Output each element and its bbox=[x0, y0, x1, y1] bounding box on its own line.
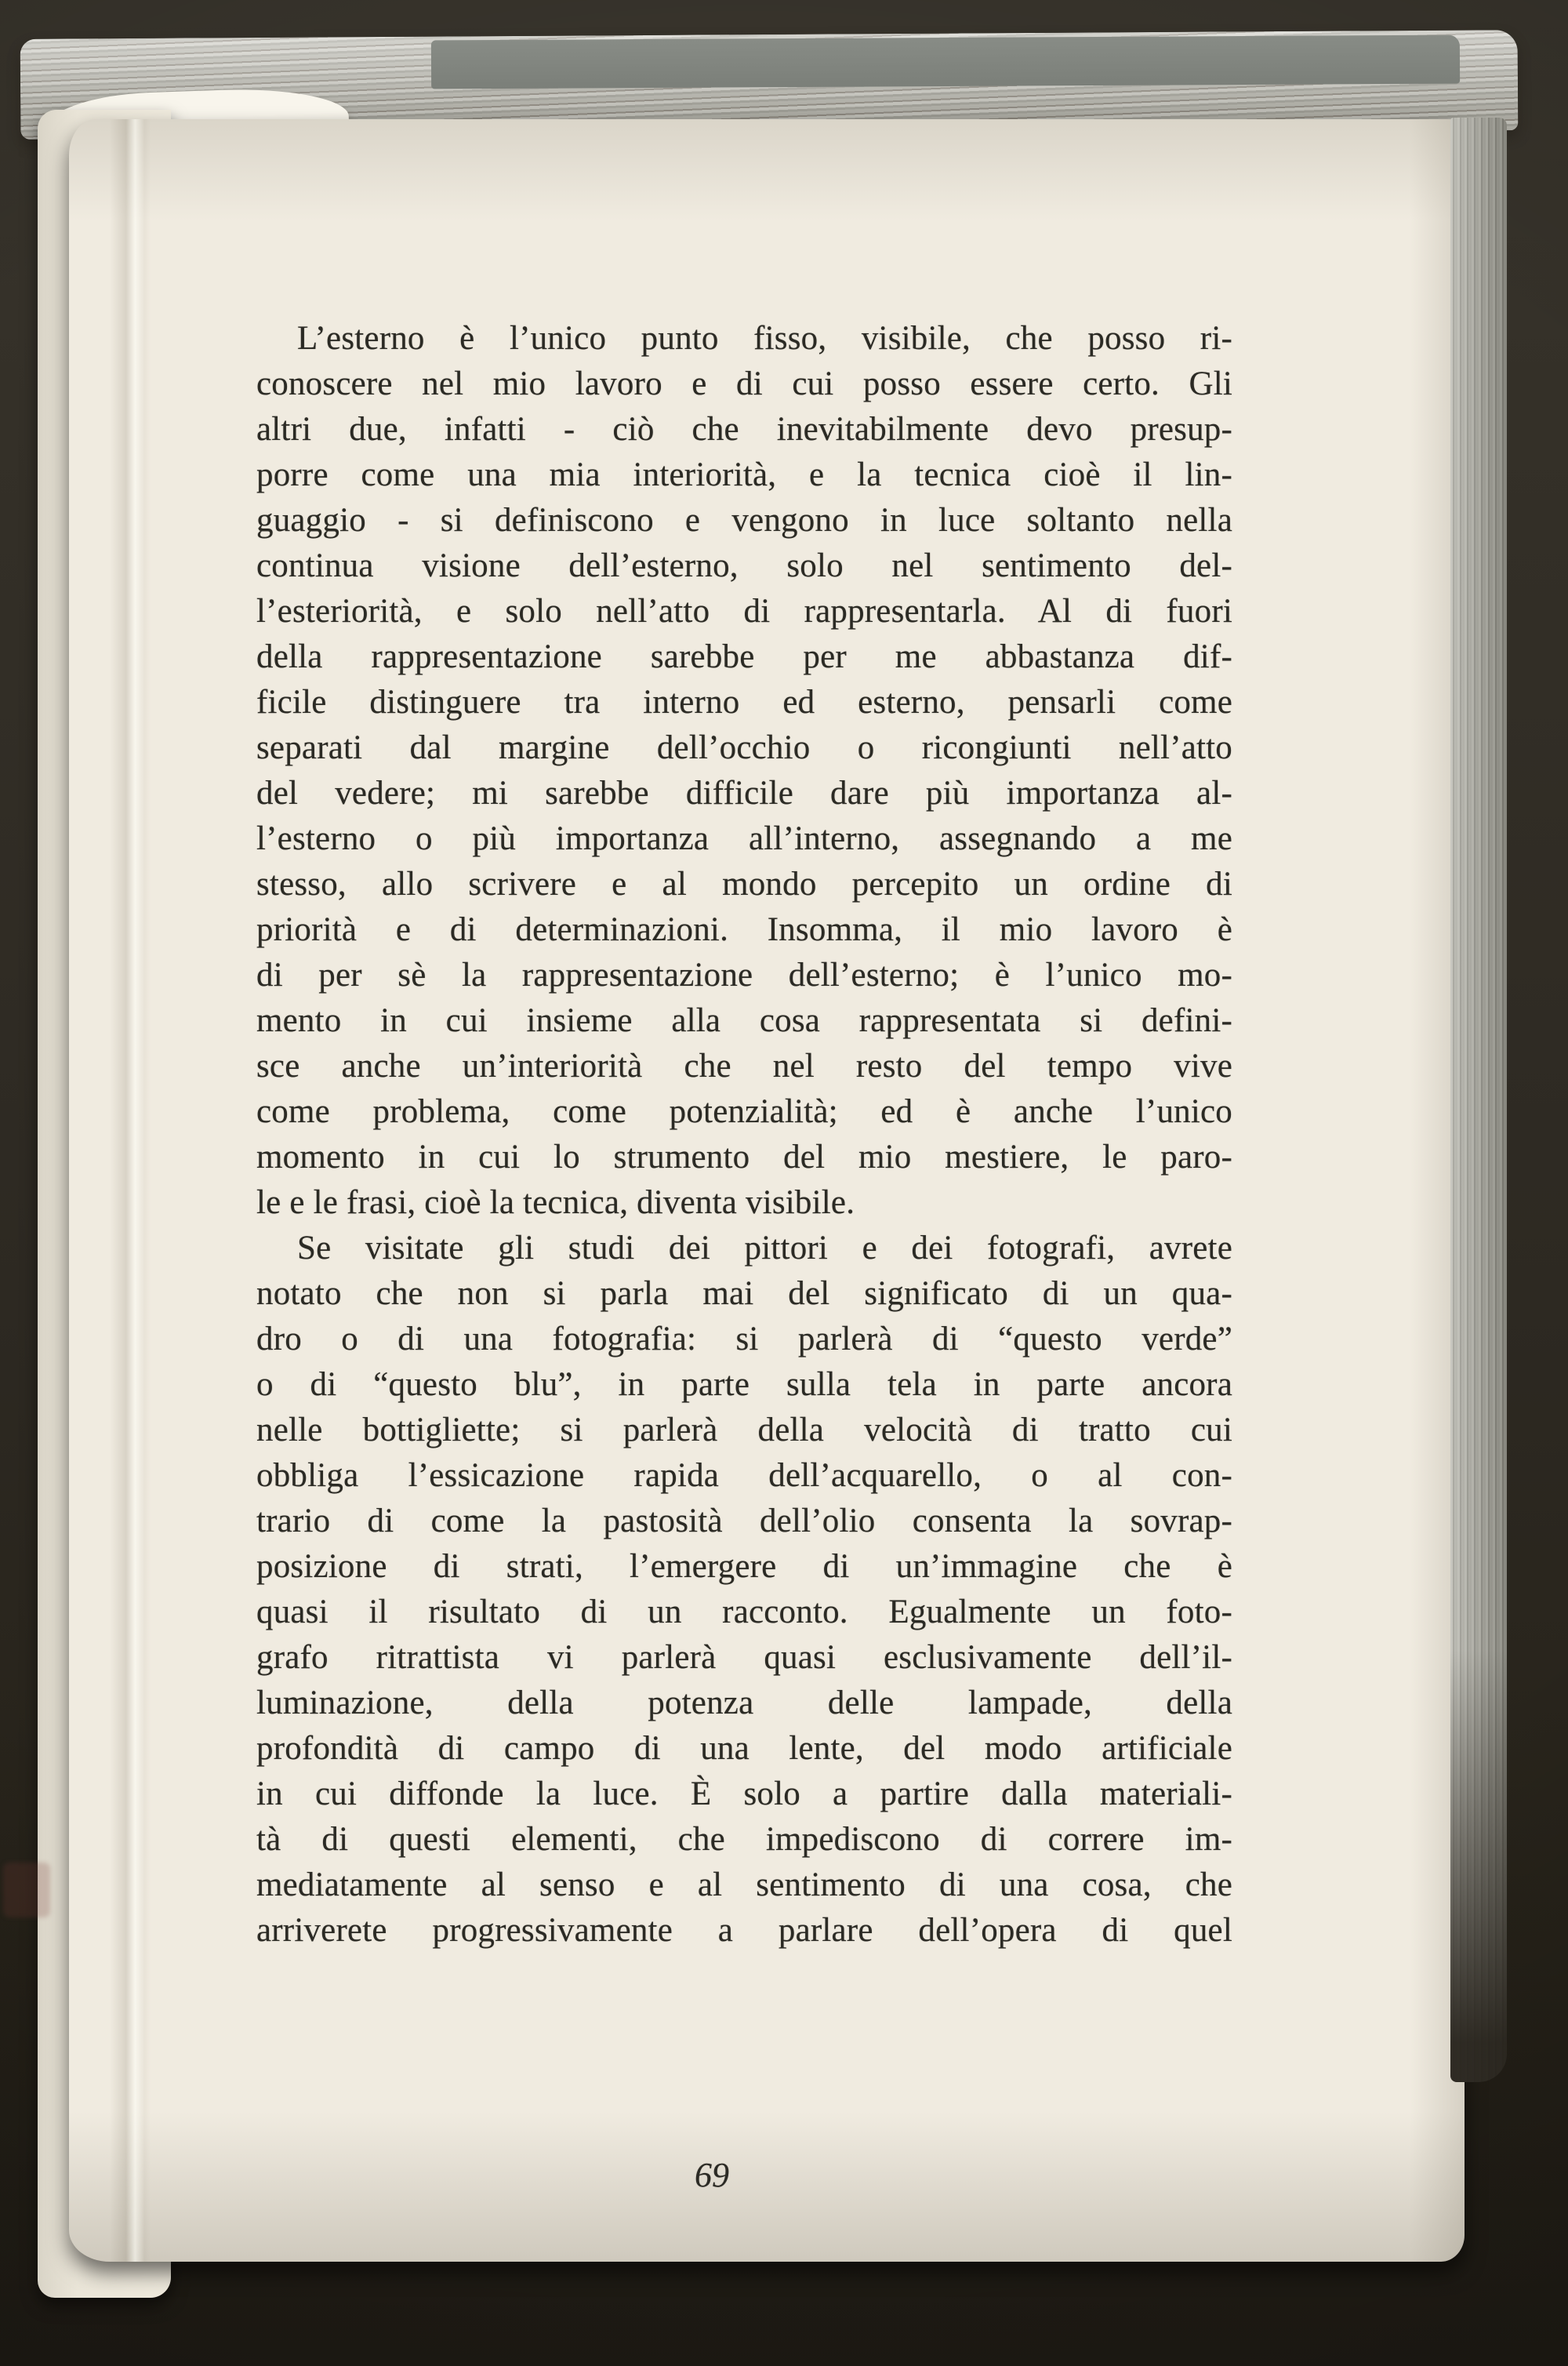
text-line: in cui diffonde la luce. È solo a partire dalla materiali- bbox=[256, 1775, 1232, 1812]
text-line: le e le frasi, cioè la tecnica, diventa visibile. bbox=[256, 1184, 855, 1221]
text-line: posizione di strati, l’emergere di un’immagine che è bbox=[256, 1548, 1232, 1585]
text-line: sce anche un’interiorità che nel resto del tempo vive bbox=[256, 1048, 1232, 1085]
text-line: tà di questi elementi, che impediscono di correre im- bbox=[256, 1821, 1232, 1858]
text-line: arriverete progressivamente a parlare dell’opera di quel bbox=[256, 1912, 1232, 1949]
text-line: L’esterno è l’unico punto fisso, visibile, che posso ri- bbox=[297, 320, 1232, 357]
fore-edge-pages bbox=[1450, 118, 1507, 2082]
page-number: 69 bbox=[695, 2156, 729, 2194]
text-line: l’esterno o più importanza all’interno, assegnando a me bbox=[256, 820, 1232, 857]
text-line: nelle bottigliette; si parlerà della velocità di tratto cui bbox=[256, 1412, 1232, 1448]
gutter-crease bbox=[110, 119, 151, 2262]
text-line: notato che non si parla mai del significato di un qua- bbox=[256, 1275, 1232, 1312]
text-line: obbliga l’essicazione rapida dell’acquarello, o al con- bbox=[256, 1457, 1232, 1494]
text-line: guaggio - si definiscono e vengono in luce soltanto nella bbox=[256, 502, 1232, 539]
text-line: grafo ritrattista vi parlerà quasi esclusivamente dell’il- bbox=[256, 1639, 1232, 1676]
book-page bbox=[69, 119, 1465, 2262]
text-line: priorità e di determinazioni. Insomma, il mio lavoro è bbox=[256, 911, 1232, 948]
text-line: di per sè la rappresentazione dell’esterno; è l’unico mo- bbox=[256, 957, 1232, 994]
text-line: separati dal margine dell’occhio o ricongiunti nell’atto bbox=[256, 729, 1232, 766]
text-line: momento in cui lo strumento del mio mestiere, le paro- bbox=[256, 1139, 1232, 1176]
text-line: Se visitate gli studi dei pittori e dei fotografi, avrete bbox=[297, 1230, 1232, 1267]
text-line: del vedere; mi sarebbe difficile dare più importanza al- bbox=[256, 775, 1232, 812]
text-line: l’esteriorità, e solo nell’atto di rappresentarla. Al di fuori bbox=[256, 593, 1232, 630]
margin-smudge bbox=[3, 1863, 50, 1917]
text-line: profondità di campo di una lente, del modo artificiale bbox=[256, 1730, 1232, 1767]
text-line: porre come una mia interiorità, e la tecnica cioè il lin- bbox=[256, 456, 1232, 493]
text-line: stesso, allo scrivere e al mondo percepito un ordine di bbox=[256, 866, 1232, 903]
text-line: continua visione dell’esterno, solo nel sentimento del- bbox=[256, 547, 1232, 584]
text-line: mento in cui insieme alla cosa rappresentata si defini- bbox=[256, 1002, 1232, 1039]
text-line: ficile distinguere tra interno ed esterno, pensarli come bbox=[256, 684, 1232, 721]
page-text bbox=[256, 316, 1232, 1953]
text-line: o di “questo blu”, in parte sulla tela in parte ancora bbox=[256, 1366, 1232, 1403]
text-line: della rappresentazione sarebbe per me abbastanza dif- bbox=[256, 638, 1232, 675]
text-line: altri due, infatti - ciò che inevitabilmente devo presup- bbox=[256, 411, 1232, 448]
text-line: luminazione, della potenza delle lampade, della bbox=[256, 1685, 1232, 1721]
text-line: quasi il risultato di un racconto. Egualmente un foto- bbox=[256, 1594, 1232, 1630]
text-line: dro o di una fotografia: si parlerà di “questo verde” bbox=[256, 1321, 1232, 1357]
text-line: mediatamente al senso e al sentimento di una cosa, che bbox=[256, 1866, 1232, 1903]
text-line: conoscere nel mio lavoro e di cui posso essere certo. Gli bbox=[256, 365, 1232, 402]
book-cover-top-edge bbox=[431, 35, 1460, 89]
text-line: come problema, come potenzialità; ed è anche l’unico bbox=[256, 1093, 1232, 1130]
text-line: trario di come la pastosità dell’olio consenta la sovrap- bbox=[256, 1503, 1232, 1539]
